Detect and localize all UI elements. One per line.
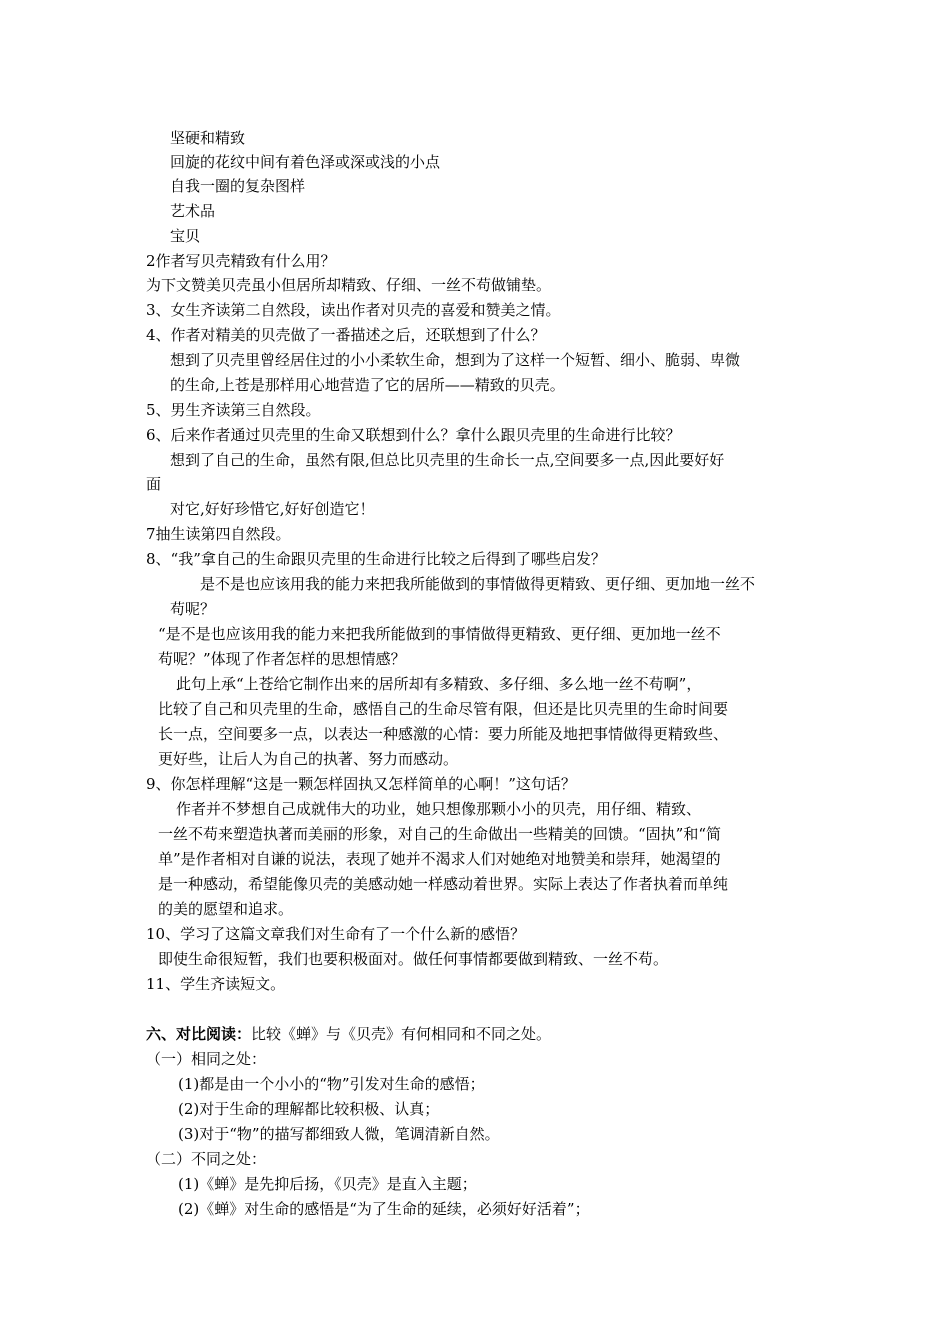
diff-point-item: (1)《蝉》是先抑后扬，《贝壳》是直入主题；	[178, 1175, 477, 1193]
text-line: 想到了贝壳里曾经居住过的小小柔软生命，想到为了这样一个短暂、细小、脆弱、卑微	[170, 351, 741, 369]
text-line: 自我一圈的复杂图样	[170, 177, 306, 195]
text-line: 坚硬和精致	[170, 129, 246, 147]
step-11: 11、学生齐读短文。	[146, 975, 286, 993]
section-6-heading-line	[146, 1024, 551, 1044]
section-6-heading: 六、对比阅读：	[146, 1025, 252, 1043]
text-line: 作者并不梦想自己成就伟大的功业，她只想像那颗小小的贝壳，用仔细、精致、	[176, 800, 702, 818]
diff-points-title: （二）不同之处：	[146, 1150, 267, 1168]
text-line: 一丝不苟来塑造执著而美丽的形象，对自己的生命做出一些精美的回馈。“固执”和“简	[158, 825, 722, 843]
text-line: “是不是也应该用我的能力来把我所能做到的事情做得更精致、更仔细、更加地一丝不	[158, 625, 721, 643]
text-line: 苟呢？”体现了作者怎样的思想情感？	[158, 650, 406, 668]
same-point-item: (1)都是由一个小小的“物”引发对生命的感悟；	[178, 1075, 485, 1093]
step-5: 5、男生齐读第三自然段。	[146, 401, 321, 419]
text-line: 比较了自己和贝壳里的生命，感悟自己的生命尽管有限，但还是比贝壳里的生命时间要	[158, 700, 729, 718]
text-line: 回旋的花纹中间有着色泽或深或浅的小点	[170, 153, 441, 171]
step-7: 7抽生读第四自然段。	[146, 525, 291, 543]
same-point-item: (3)对于“物”的描写都细致人微，笔调清新自然。	[178, 1125, 500, 1143]
question-4: 4、作者对精美的贝壳做了一番描述之后，还联想到了什么？	[146, 326, 546, 344]
text-line: 面	[146, 475, 162, 493]
question-2: 2作者写贝壳精致有什么用？	[146, 252, 336, 270]
text-line: 单”是作者相对自谦的说法，表现了她并不渴求人们对她绝对地赞美和崇拜，她渴望的	[158, 850, 721, 868]
section-6-heading-text: 比较《蝉》与《贝壳》有何相同和不同之处。	[251, 1025, 552, 1043]
text-line: 为下文赞美贝壳虽小但居所却精致、仔细、一丝不苟做铺垫。	[146, 276, 552, 294]
text-line: 更好些，让后人为自己的执著、努力而感动。	[158, 750, 459, 768]
question-8: 8、“我”拿自己的生命跟贝壳里的生命进行比较之后得到了哪些启发？	[146, 550, 606, 568]
text-line: 想到了自己的生命，虽然有限,但总比贝壳里的生命长一点,空间要多一点,因此要好好	[170, 451, 725, 469]
text-line: 长一点，空间要多一点，以表达一种感激的心情：要力所能及地把事情做得更精致些、	[158, 725, 729, 743]
text-line: 的美的愿望和追求。	[158, 900, 294, 918]
text-line: 艺术品	[170, 202, 216, 220]
text-line: 是一种感动，希望能像贝壳的美感动她一样感动着世界。实际上表达了作者执着而单纯	[158, 875, 729, 893]
question-10: 10、学习了这篇文章我们对生命有了一个什么新的感悟？	[146, 925, 526, 943]
question-9: 9、你怎样理解“这是一颗怎样固执又怎样简单的心啊！”这句话？	[146, 775, 576, 793]
text-line: 即使生命很短暂，我们也要积极面对。做任何事情都要做到精致、一丝不苟。	[158, 950, 669, 968]
text-line: 苟呢？	[170, 600, 216, 618]
text-line: 对它,好好珍惜它,好好创造它！	[170, 500, 375, 518]
same-point-item: (2)对于生命的理解都比较积极、认真；	[178, 1100, 440, 1118]
same-points-title: （一）相同之处：	[146, 1050, 267, 1068]
text-line: 的生命,上苍是那样用心地营造了它的居所——精致的贝壳。	[170, 376, 565, 394]
text-line: 宝贝	[170, 227, 201, 245]
diff-point-item: (2)《蝉》对生命的感悟是“为了生命的延续，必须好好活着”；	[178, 1200, 590, 1218]
step-3: 3、女生齐读第二自然段，读出作者对贝壳的喜爱和赞美之情。	[146, 301, 561, 319]
text-line: 此句上承“上苍给它制作出来的居所却有多精致、多仔细、多么地一丝不苟啊”，	[176, 675, 702, 693]
text-line: 是不是也应该用我的能力来把我所能做到的事情做得更精致、更仔细、更加地一丝不	[200, 575, 756, 593]
question-6: 6、后来作者通过贝壳里的生命又联想到什么？拿什么跟贝壳里的生命进行比较？	[146, 426, 681, 444]
